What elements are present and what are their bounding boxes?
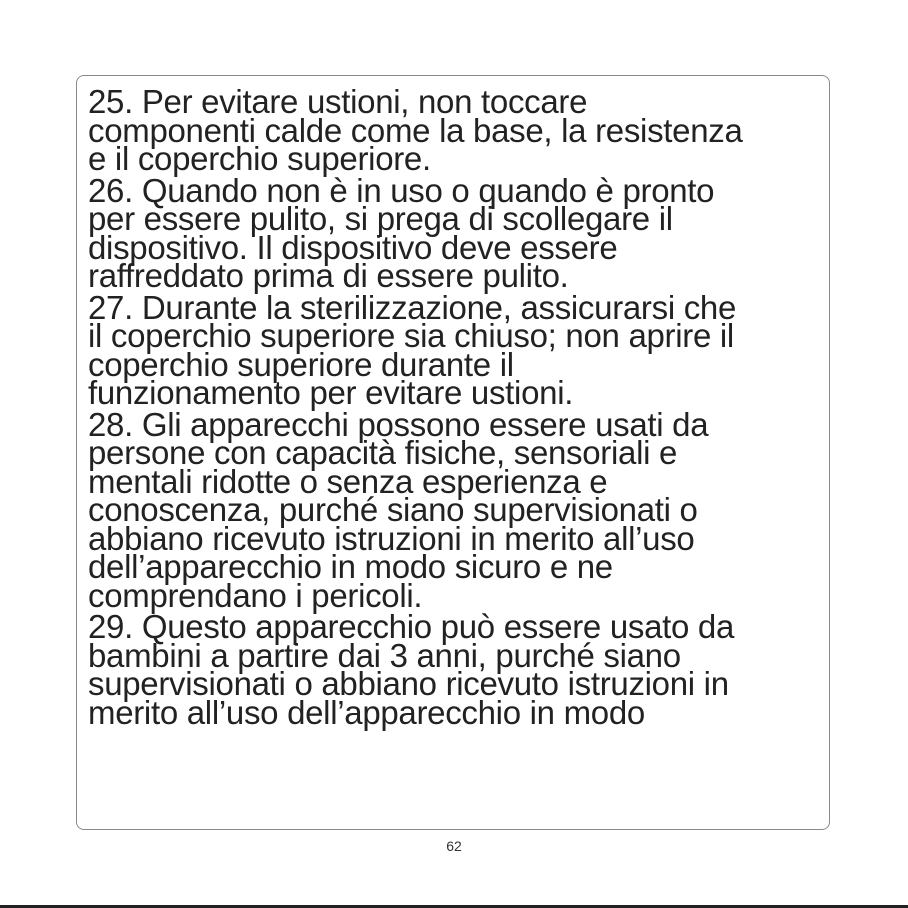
text-line: e il coperchio superiore. [88, 140, 431, 177]
text-line: 27. Durante la sterilizzazione, assicurarsi che [88, 288, 737, 326]
text-line: comprendano i pericoli. [88, 576, 423, 614]
text-line: supervisionati o abbiano ricevuto istruzioni in [88, 665, 729, 702]
text-line: funzionamento per evitare ustioni. [88, 374, 574, 411]
text-line: 25. Per evitare ustioni, non toccare [88, 83, 588, 120]
text-line: coperchio superiore durante il [88, 345, 514, 383]
text-line: 28. Gli apparecchi possono essere usati da [88, 405, 709, 443]
text-line: 26. Quando non è in uso o quando è pronto [88, 171, 715, 209]
text-line: merito all’uso dell’apparecchio in modo [88, 693, 645, 731]
page-number: 62 [446, 838, 462, 854]
text-line: il coperchio superiore sia chiuso; non aprire il [88, 317, 734, 354]
paragraph-28 [88, 405, 828, 614]
text-line: conoscenza, purché siano supervisionati o [88, 491, 698, 528]
text-frame [76, 75, 830, 830]
paragraph-25 [88, 83, 828, 177]
text-line: per essere pulito, si prega di scollegare il [88, 200, 673, 237]
paragraph-27 [88, 288, 828, 411]
text-line: dell’apparecchio in modo sicuro e ne [88, 548, 613, 585]
text-line: abbiano ricevuto istruzioni in merito all’uso [88, 519, 695, 557]
text-line: raffreddato prima di essere pulito. [88, 257, 569, 294]
text-line: 29. Questo apparecchio può essere usato da [88, 608, 735, 645]
text-line: componenti calde come la base, la resistenza [88, 111, 743, 149]
text-line: persone con capacità fisiche, sensoriali e [88, 434, 678, 471]
instructions-content [88, 83, 828, 731]
paragraph-26 [88, 171, 828, 294]
text-line: dispositivo. Il dispositivo deve essere [88, 228, 618, 266]
text-line: bambini a partire dai 3 anni, purché siano [88, 636, 681, 674]
text-line: mentali ridotte o senza esperienza e [88, 462, 608, 500]
paragraph-29 [88, 608, 828, 731]
